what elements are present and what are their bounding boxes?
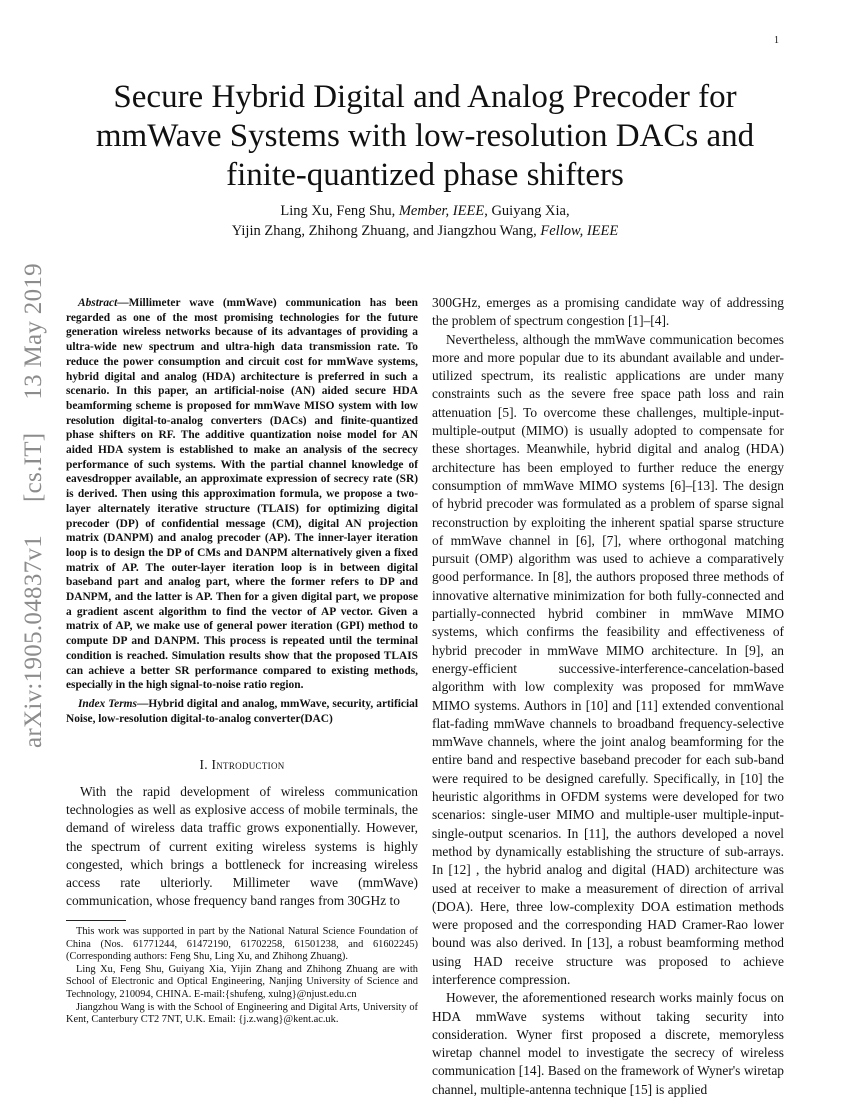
section-heading-introduction [66,756,418,774]
author-names-1: Ling Xu, Feng Shu, [280,203,399,219]
index-terms-text: —Hybrid digital and analog, mmWave, security, artificial Noise, low-resolution digital-to-analog converter(DAC) [66,697,418,725]
index-terms [66,697,418,726]
arxiv-identifier-stamp [20,263,48,748]
arxiv-id: arXiv:1905.04837v1 [20,534,47,748]
author-title-2: Fellow, IEEE [540,223,619,239]
author-line-1 [90,201,760,221]
author-title-1: Member, IEEE [398,203,485,219]
paper-title: Secure Hybrid Digital and Analog Precoder for mmWave Systems with low-resolution DACs and finite-quantized phase shifters [95,79,755,193]
intro-paragraph-1: With the rapid development of wireless communication technologies as well as explosive access of mobile terminals, the demand of wireless data traffic grows exponentially. However, the spectrum of current exiting wireless systems is highly congested, which brings a bottleneck for increasing wireless access rate ulteriorly. Millimeter wave (mmWave) communication, whose frequency band ranges from 30GHz to [66,783,418,909]
footnote-rule [66,920,126,921]
author-line-2 [90,221,760,241]
author-names-1b: , Guiyang Xia, [484,203,570,219]
right-column [432,294,784,1099]
arxiv-category: [cs.IT] [20,432,47,503]
intro-paragraph-3: However, the aforementioned research works mainly focus on HDA mmWave systems without taking security into consideration. Wyner first proposed a discrete, memoryless wiretap channel model to investigate the secrecy of wireless communication [14]. Based on the framework of Wyner's wiretap channel, multiple-antenna technique [15] is applied [432,990,784,1097]
abstract-text: —Millimeter wave (mmWave) communication has been regarded as one of the most promising technologies for the future generation wireless networks because of its advantages of providing a ultra-wide new spectrum and ultra-high data transmission rate. To reduce the power consumption and circuit cost for mmWave systems, hybrid digital and analog (HDA) architecture is preferred in such a scenario. In this paper, an artificial-noise (AN) aided secure HDA beamforming scheme is proposed for mmWave MISO system with low resolution digital-to-analog converters (DACs) and finite-quantized phase shifters on RF. The additive quantization noise model for AN aided HDA system is established to make an analysis of the secrecy performance of such systems. With the partial channel knowledge of eavesdropper available, an approximate expression of secrecy rate (SR) is derived. Then using this approximation formula, we propose a two-layer alternately iterative structure (TLAIS) for optimizing digital precoder (DP) of confidential message (CM), digital AN projection matrix (DANPM) and analog precoder (AP). The inner-layer iteration loop is to design the DP of CMs and DANPM alternatively given a fixed matrix of AP. The outer-layer iteration loop is in between digital baseband part and analog part, where the former refers to DP and DANPM, and the latter is AP. Then for a given digital part, we propose a gradient ascent algorithm to find the vector of AP vector. Given a matrix of AP, we make use of general power iteration (GPI) method to compute DP and DANPM. This process is repeated until the terminal condition is reached. Simulation results show that the proposed TLAIS can achieve a better SR performance compared to existing methods, especially in the high signal-to-noise ratio region. [66,297,418,692]
intro-paragraph-2: Nevertheless, although the mmWave communication becomes more and more popular due to its abundant available and under-utilized spectrum, its realistic applications are under many constraints such as the severe free space path loss and rain attenuation [5]. To overcome these challenges, multiple-input-multiple-output (MIMO) is usually adopted to compensate for these shortages. Meanwhile, hybrid digital and analog (HDA) architecture has been employed to further reduce the energy consumption of mmWave MIMO systems [6]–[13]. The design of hybrid precoder was formulated as a problem of sparse signal reconstruction by exploiting the inherent spatial sparse structure of mmWave channel in [6], [7], where orthogonal matching pursuit (OMP) algorithm was used to achieve a comparatively good performance. In [8], the authors proposed three methods of innovative alternative minimization for both fully-connected and partially-connected hybrid combiner in mmWave MIMO systems, which confirms the feasibility and effectiveness of hybrid precoder in mmWave MIMO architecture. In [9], an energy-efficient successive-interference-cancelation-based algorithm with low complexity was proposed for mmWave MIMO systems. Authors in [10] and [11] extended conventional flat-fading mmWave channels to broadband frequency-selective mmWave channels, where the joint analog beamforming for the entire band and respective baseband precoder for each sub-band were required to be designed carefully. Specifically, in [10] the heuristic algorithms in OFDM systems were developed for two scenarios: single-user MIMO and multiple-user multiple-input-single-output scenarios. In [11], the authors developed a novel method by dynamically establishing the structure of sub-arrays. In [12] , the hybrid analog and digital (HAD) architecture was used at receiver to make a measurement of direction of arrival (DOA). Here, three low-complexity DOA estimation methods were proposed and the corresponding HAD Cramer-Rao lower bound was also derived. In [13], a robust beamforming method using HAD receive structure was proposed to achieve interference compression. [432,331,784,987]
footnotes [66,926,418,1027]
author-names-2: Yijin Zhang, Zhihong Zhuang, and Jiangzhou Wang, [231,223,541,239]
left-column [66,296,418,911]
abstract-lead: Abstract [78,297,118,309]
arxiv-date: 13 May 2019 [20,263,47,400]
section-title: Introduction [211,757,285,773]
page-number: 1 [774,35,779,46]
footnote-funding: This work was supported in part by the National Natural Science Foundation of China (Nos. 61771244, 61472190, 61702258, 61501238, and 61602245)(Corresponding authors: Feng Shu, Ling Xu, and Zhihong Zhuang). [66,926,418,963]
footnote-affiliation-1: Ling Xu, Feng Shu, Guiyang Xia, Yijin Zhang and Zhihong Zhuang are with School of Electronic and Optical Engineering, Nanjing University of Science and Technology, 210094, CHINA. E-mail:{shufeng, xulng}@njust.edu.cn [66,963,418,1000]
section-number: I. [199,757,212,773]
footnote-affiliation-2: Jiangzhou Wang is with the School of Engineering and Digital Arts, University of Kent, Canterbury CT2 7NT, U.K. Email: {j.z.wang}@kent.ac.uk. [66,1001,418,1026]
author-list [90,201,760,241]
abstract [66,296,418,693]
index-terms-lead: Index Terms [78,697,137,710]
intro-paragraph-continued: 300GHz, emerges as a promising candidate way of addressing the problem of spectrum congestion [1]–[4]. [432,295,784,329]
